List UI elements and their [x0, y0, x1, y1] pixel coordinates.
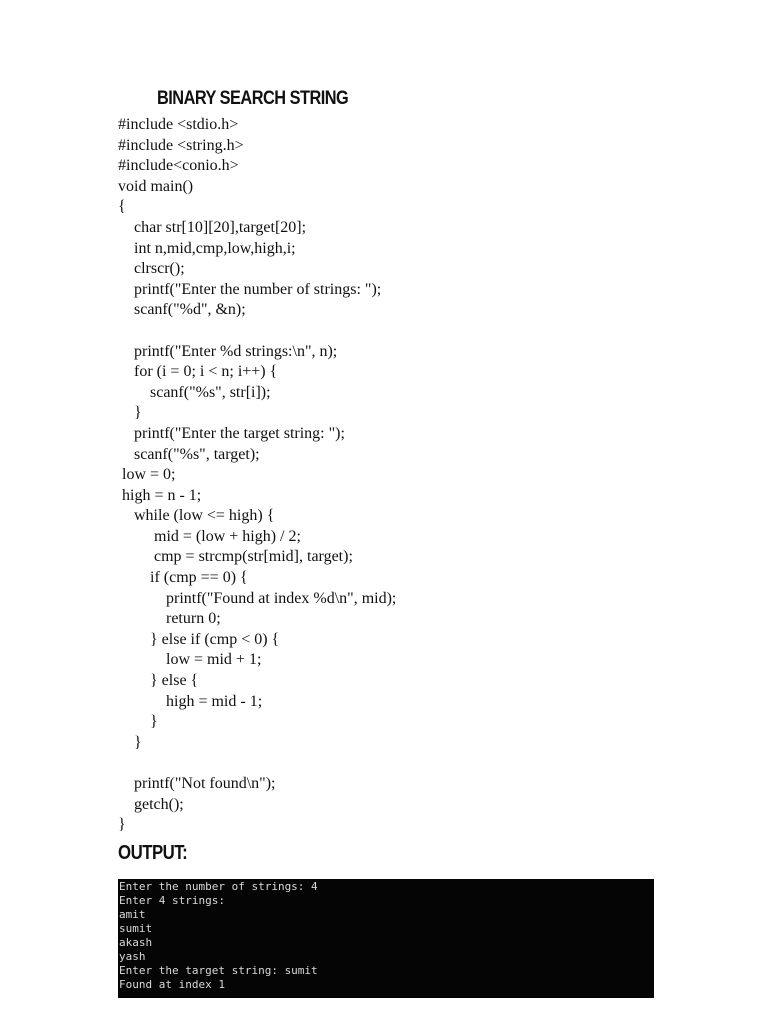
code-line: for (i = 0; i < n; i++) { — [118, 363, 278, 381]
console-output — [118, 879, 654, 998]
code-line: return 0; — [118, 610, 221, 628]
code-line: printf("Enter the number of strings: "); — [118, 280, 382, 298]
console-line: Enter the number of strings: 4 — [119, 880, 318, 893]
code-line: } — [118, 733, 142, 751]
code-line: mid = (low + high) / 2; — [118, 527, 301, 545]
code-line: } — [118, 404, 142, 422]
code-line: scanf("%s", target); — [118, 445, 260, 463]
console-line: akash — [119, 936, 153, 949]
console-line: amit — [119, 908, 146, 921]
output-heading: OUTPUT: — [118, 842, 188, 864]
code-listing — [118, 115, 678, 836]
code-line: low = 0; — [118, 466, 176, 484]
code-line: char str[10][20],target[20]; — [118, 218, 307, 236]
code-line: if (cmp == 0) { — [118, 569, 248, 587]
code-line: } — [118, 713, 158, 731]
console-line: Found at index 1 — [119, 978, 225, 991]
console-line: yash — [119, 950, 146, 963]
code-line — [118, 753, 678, 774]
code-line: high = mid - 1; — [118, 692, 263, 710]
code-line: #include <stdio.h> — [118, 116, 239, 133]
code-line: void main() — [118, 177, 194, 195]
code-line: #include<conio.h> — [118, 157, 239, 175]
code-line: } — [118, 816, 126, 834]
code-line: { — [118, 198, 126, 216]
code-line: getch(); — [118, 795, 184, 813]
console-line: sumit — [119, 922, 153, 935]
code-line: while (low <= high) { — [118, 507, 275, 525]
code-line: clrscr(); — [118, 260, 185, 278]
code-line: printf("Enter the target string: "); — [118, 424, 345, 442]
console-line: Enter 4 strings: — [119, 894, 225, 907]
code-line: #include <string.h> — [118, 136, 244, 154]
code-line: printf("Found at index %d\n", mid); — [118, 589, 397, 607]
code-line: scanf("%s", str[i]); — [118, 383, 271, 401]
code-line: int n,mid,cmp,low,high,i; — [118, 239, 296, 257]
code-line: printf("Not found\n"); — [118, 775, 276, 792]
code-line: scanf("%d", &n); — [118, 301, 246, 319]
code-line — [118, 321, 678, 342]
code-line: printf("Enter %d strings:\n", n); — [118, 342, 338, 360]
page-title: BINARY SEARCH STRING — [157, 88, 349, 109]
code-line: cmp = strcmp(str[mid], target); — [118, 548, 353, 566]
code-line: } else { — [118, 672, 199, 690]
console-line: Enter the target string: sumit — [119, 964, 318, 977]
code-line: } else if (cmp < 0) { — [118, 630, 280, 648]
code-line: high = n - 1; — [118, 486, 202, 504]
code-line: low = mid + 1; — [118, 651, 262, 669]
